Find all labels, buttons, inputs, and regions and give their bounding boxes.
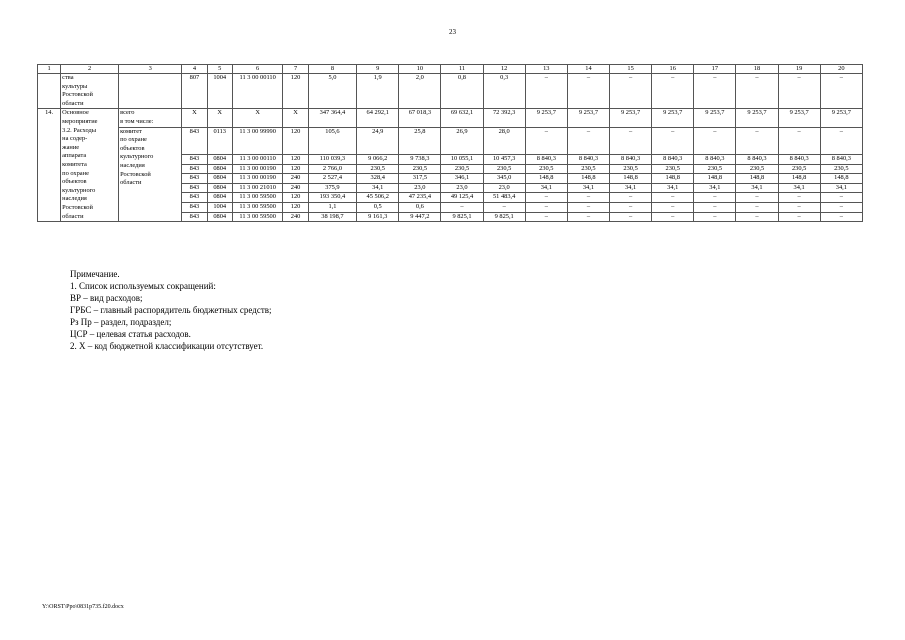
- value-cell: 34,1: [525, 183, 567, 193]
- file-path-footer: Y:\ORST\Ppo\0831p735.f20.docx: [42, 604, 124, 610]
- column-header: 13: [525, 65, 567, 74]
- value-cell: 230,5: [652, 164, 694, 174]
- value-cell: –: [652, 212, 694, 222]
- program-name-cell-line: на содер-: [62, 135, 88, 143]
- value-cell: 9 738,3: [399, 154, 441, 164]
- value-cell: 38 198,7: [308, 212, 356, 222]
- value-cell: 9 253,7: [820, 109, 862, 127]
- value-cell: 72 392,3: [483, 109, 525, 127]
- value-cell: 230,5: [694, 164, 736, 174]
- column-header: 14: [567, 65, 609, 74]
- value-cell: 148,8: [567, 174, 609, 184]
- grbs-cell-line: объектов: [120, 144, 145, 152]
- value-cell: –: [652, 202, 694, 212]
- value-cell: 8 840,3: [610, 154, 652, 164]
- value-cell: 11 3 00 59500: [232, 202, 283, 212]
- value-cell: –: [820, 193, 862, 203]
- program-name-cell: [61, 74, 119, 109]
- value-cell: 148,8: [778, 174, 820, 184]
- value-cell: 9 161,3: [357, 212, 399, 222]
- value-cell: 240: [283, 174, 308, 184]
- column-header: 16: [652, 65, 694, 74]
- grbs-total-cell-line: в том числе:: [120, 117, 154, 125]
- value-cell: –: [525, 212, 567, 222]
- value-cell: 120: [283, 154, 308, 164]
- program-name-cell-line: 3.2. Расходы: [62, 126, 97, 134]
- value-cell: 105,6: [308, 127, 356, 154]
- value-cell: 0,6: [399, 202, 441, 212]
- value-cell: 8 840,3: [652, 154, 694, 164]
- value-cell: 230,5: [778, 164, 820, 174]
- value-cell: 25,8: [399, 127, 441, 154]
- program-name-cell-line: области: [62, 212, 84, 220]
- value-cell: –: [820, 127, 862, 154]
- value-cell: 230,5: [610, 164, 652, 174]
- program-name-cell-line: жание: [62, 143, 80, 151]
- value-cell: 230,5: [525, 164, 567, 174]
- note-line: 1. Список используемых сокращений:: [70, 281, 216, 291]
- value-cell: –: [736, 212, 778, 222]
- column-header: 8: [308, 65, 356, 74]
- value-cell: 8 840,3: [694, 154, 736, 164]
- value-cell: 0,3: [483, 74, 525, 109]
- value-cell: –: [694, 74, 736, 109]
- value-cell: 843: [182, 164, 207, 174]
- note-line: 2. Х – код бюджетной классификации отсутствует.: [70, 341, 264, 351]
- column-header: 2: [61, 65, 119, 74]
- value-cell: 317,5: [399, 174, 441, 184]
- value-cell: 11 3 00 59500: [232, 193, 283, 203]
- table-row: [38, 74, 863, 109]
- value-cell: –: [652, 74, 694, 109]
- value-cell: 34,1: [736, 183, 778, 193]
- column-header: 18: [736, 65, 778, 74]
- value-cell: –: [778, 202, 820, 212]
- value-cell: 26,9: [441, 127, 483, 154]
- value-cell: 10 457,3: [483, 154, 525, 164]
- value-cell: 148,8: [525, 174, 567, 184]
- column-header: 11: [441, 65, 483, 74]
- program-name-cell-line: комитета: [62, 160, 87, 168]
- value-cell: 67 018,3: [399, 109, 441, 127]
- value-cell: –: [820, 202, 862, 212]
- value-cell: 0804: [207, 154, 232, 164]
- column-header: 7: [283, 65, 308, 74]
- value-cell: –: [778, 74, 820, 109]
- value-cell: 0804: [207, 174, 232, 184]
- value-cell: –: [736, 127, 778, 154]
- value-cell: –: [778, 127, 820, 154]
- value-cell: 11 3 00 99990: [232, 127, 283, 154]
- value-cell: 9 253,7: [610, 109, 652, 127]
- column-header: 12: [483, 65, 525, 74]
- grbs-cell: [119, 74, 182, 109]
- value-cell: 11 3 00 00110: [232, 74, 283, 109]
- value-cell: –: [694, 127, 736, 154]
- note-line: ВР – вид расходов;: [70, 293, 143, 303]
- column-header: 5: [207, 65, 232, 74]
- column-header: 9: [357, 65, 399, 74]
- value-cell: –: [820, 212, 862, 222]
- value-cell: 9 825,1: [483, 212, 525, 222]
- value-cell: 843: [182, 212, 207, 222]
- value-cell: –: [694, 193, 736, 203]
- column-header: 1: [38, 65, 61, 74]
- value-cell: 9 253,7: [736, 109, 778, 127]
- value-cell: –: [567, 74, 609, 109]
- value-cell: 8 840,3: [820, 154, 862, 164]
- value-cell: 230,5: [820, 164, 862, 174]
- value-cell: 11 3 00 21010: [232, 183, 283, 193]
- value-cell: 8 840,3: [778, 154, 820, 164]
- value-cell: 8 840,3: [736, 154, 778, 164]
- value-cell: 2,0: [399, 74, 441, 109]
- column-header: 10: [399, 65, 441, 74]
- value-cell: 64 292,1: [357, 109, 399, 127]
- value-cell: –: [820, 74, 862, 109]
- column-header: 15: [610, 65, 652, 74]
- value-cell: 0,8: [441, 74, 483, 109]
- value-cell: 1004: [207, 202, 232, 212]
- value-cell: 230,5: [441, 164, 483, 174]
- note-line: Примечание.: [70, 269, 120, 279]
- column-header: 3: [119, 65, 182, 74]
- value-cell: 843: [182, 183, 207, 193]
- value-cell: 345,0: [483, 174, 525, 184]
- note-line: Рз Пр – раздел, подраздел;: [70, 317, 172, 327]
- value-cell: 11 3 00 00190: [232, 174, 283, 184]
- program-name-cell-line: Ростовской: [62, 203, 93, 211]
- program-name-cell-line: аппарата: [62, 152, 87, 160]
- value-cell: 34,1: [778, 183, 820, 193]
- value-cell: 5,0: [308, 74, 356, 109]
- grbs-cell: [119, 127, 182, 222]
- value-cell: 843: [182, 127, 207, 154]
- value-cell: –: [610, 212, 652, 222]
- value-cell: 1,1: [308, 202, 356, 212]
- value-cell: 0804: [207, 193, 232, 203]
- value-cell: 1004: [207, 74, 232, 109]
- value-cell: –: [694, 212, 736, 222]
- grbs-cell-line: наследия: [120, 161, 145, 169]
- value-cell: 328,4: [357, 174, 399, 184]
- value-cell: 23,0: [483, 183, 525, 193]
- value-cell: 148,8: [820, 174, 862, 184]
- value-cell: 347 364,4: [308, 109, 356, 127]
- value-cell: 9 253,7: [567, 109, 609, 127]
- program-name-cell-line: Ростовской: [62, 91, 93, 99]
- value-cell: 9 253,7: [652, 109, 694, 127]
- value-cell: X: [232, 109, 283, 127]
- value-cell: 148,8: [736, 174, 778, 184]
- program-name-cell-line: Основное: [62, 109, 89, 117]
- value-cell: 843: [182, 193, 207, 203]
- program-name-cell-line: по охране: [62, 169, 89, 177]
- value-cell: 34,1: [610, 183, 652, 193]
- program-name-cell-line: области: [62, 99, 84, 107]
- value-cell: 11 3 00 00110: [232, 154, 283, 164]
- row-number-cell: [38, 74, 61, 109]
- value-cell: 49 125,4: [441, 193, 483, 203]
- value-cell: –: [567, 127, 609, 154]
- value-cell: –: [694, 202, 736, 212]
- value-cell: –: [736, 74, 778, 109]
- value-cell: 230,5: [483, 164, 525, 174]
- value-cell: 120: [283, 164, 308, 174]
- value-cell: X: [207, 109, 232, 127]
- value-cell: –: [652, 127, 694, 154]
- value-cell: –: [652, 193, 694, 203]
- column-header: 4: [182, 65, 207, 74]
- table-row: [38, 109, 863, 127]
- value-cell: –: [567, 212, 609, 222]
- value-cell: –: [736, 202, 778, 212]
- value-cell: 34,1: [357, 183, 399, 193]
- value-cell: 843: [182, 202, 207, 212]
- program-name-cell: [61, 109, 119, 222]
- value-cell: 0113: [207, 127, 232, 154]
- grbs-cell-line: Ростовской: [120, 170, 151, 178]
- value-cell: 2 527,4: [308, 174, 356, 184]
- value-cell: 34,1: [652, 183, 694, 193]
- value-cell: 9 825,1: [441, 212, 483, 222]
- value-cell: –: [610, 74, 652, 109]
- value-cell: –: [567, 193, 609, 203]
- value-cell: 24,9: [357, 127, 399, 154]
- value-cell: 45 506,2: [357, 193, 399, 203]
- value-cell: 120: [283, 193, 308, 203]
- grbs-total-cell: [119, 109, 182, 127]
- value-cell: 110 039,3: [308, 154, 356, 164]
- value-cell: –: [610, 127, 652, 154]
- value-cell: –: [525, 202, 567, 212]
- value-cell: 2 766,0: [308, 164, 356, 174]
- value-cell: 1,9: [357, 74, 399, 109]
- value-cell: –: [483, 202, 525, 212]
- value-cell: –: [525, 74, 567, 109]
- value-cell: 9 253,7: [525, 109, 567, 127]
- value-cell: –: [610, 202, 652, 212]
- value-cell: 230,5: [567, 164, 609, 174]
- grbs-cell-line: области: [120, 179, 142, 187]
- page-number: 23: [449, 28, 456, 36]
- value-cell: 28,0: [483, 127, 525, 154]
- value-cell: 346,1: [441, 174, 483, 184]
- value-cell: 11 3 00 59500: [232, 212, 283, 222]
- value-cell: 34,1: [694, 183, 736, 193]
- value-cell: 10 055,1: [441, 154, 483, 164]
- value-cell: 0,5: [357, 202, 399, 212]
- program-name-cell-line: ства: [62, 74, 74, 81]
- grbs-cell-line: культурного: [120, 153, 154, 161]
- value-cell: 148,8: [652, 174, 694, 184]
- value-cell: 120: [283, 202, 308, 212]
- program-name-cell-line: культуры: [62, 82, 88, 90]
- value-cell: 148,8: [694, 174, 736, 184]
- program-name-cell-line: культурного: [62, 186, 96, 194]
- value-cell: 11 3 00 00190: [232, 164, 283, 174]
- budget-table: [37, 64, 863, 222]
- column-header: 17: [694, 65, 736, 74]
- value-cell: 120: [283, 127, 308, 154]
- value-cell: 0804: [207, 212, 232, 222]
- value-cell: X: [182, 109, 207, 127]
- value-cell: 230,5: [357, 164, 399, 174]
- program-name-cell-line: мероприятие: [62, 117, 98, 125]
- row-number-cell: 14.: [38, 109, 61, 222]
- value-cell: 843: [182, 174, 207, 184]
- value-cell: 9 447,2: [399, 212, 441, 222]
- value-cell: 230,5: [736, 164, 778, 174]
- column-header: 20: [820, 65, 862, 74]
- value-cell: –: [736, 193, 778, 203]
- value-cell: –: [525, 193, 567, 203]
- value-cell: 9 066,2: [357, 154, 399, 164]
- value-cell: –: [441, 202, 483, 212]
- value-cell: 9 253,7: [694, 109, 736, 127]
- column-header: 6: [232, 65, 283, 74]
- notes-block: [70, 268, 272, 352]
- value-cell: –: [567, 202, 609, 212]
- value-cell: 23,0: [441, 183, 483, 193]
- value-cell: –: [778, 193, 820, 203]
- value-cell: 0804: [207, 183, 232, 193]
- value-cell: –: [778, 212, 820, 222]
- header-row: [38, 65, 863, 74]
- value-cell: 120: [283, 74, 308, 109]
- grbs-total-cell-line: всего: [120, 109, 135, 117]
- value-cell: –: [525, 127, 567, 154]
- note-line: ЦСР – целевая статья расходов.: [70, 329, 191, 339]
- value-cell: 240: [283, 183, 308, 193]
- value-cell: X: [283, 109, 308, 127]
- column-header: 19: [778, 65, 820, 74]
- value-cell: 47 235,4: [399, 193, 441, 203]
- program-name-cell-line: наследия: [62, 195, 87, 203]
- value-cell: 807: [182, 74, 207, 109]
- value-cell: 34,1: [567, 183, 609, 193]
- value-cell: 148,8: [610, 174, 652, 184]
- grbs-cell-line: по охране: [120, 136, 147, 144]
- value-cell: 230,5: [399, 164, 441, 174]
- value-cell: 193 350,4: [308, 193, 356, 203]
- value-cell: 8 840,3: [567, 154, 609, 164]
- note-line: ГРБС – главный распорядитель бюджетных средств;: [70, 305, 272, 315]
- value-cell: 23,0: [399, 183, 441, 193]
- value-cell: 375,9: [308, 183, 356, 193]
- value-cell: 51 483,4: [483, 193, 525, 203]
- value-cell: –: [610, 193, 652, 203]
- value-cell: 34,1: [820, 183, 862, 193]
- table-row: [38, 127, 863, 154]
- value-cell: 8 840,3: [525, 154, 567, 164]
- value-cell: 843: [182, 154, 207, 164]
- value-cell: 240: [283, 212, 308, 222]
- program-name-cell-line: объектов: [62, 178, 87, 186]
- grbs-cell-line: комитет: [120, 127, 142, 135]
- value-cell: 0804: [207, 164, 232, 174]
- value-cell: 9 253,7: [778, 109, 820, 127]
- value-cell: 69 632,1: [441, 109, 483, 127]
